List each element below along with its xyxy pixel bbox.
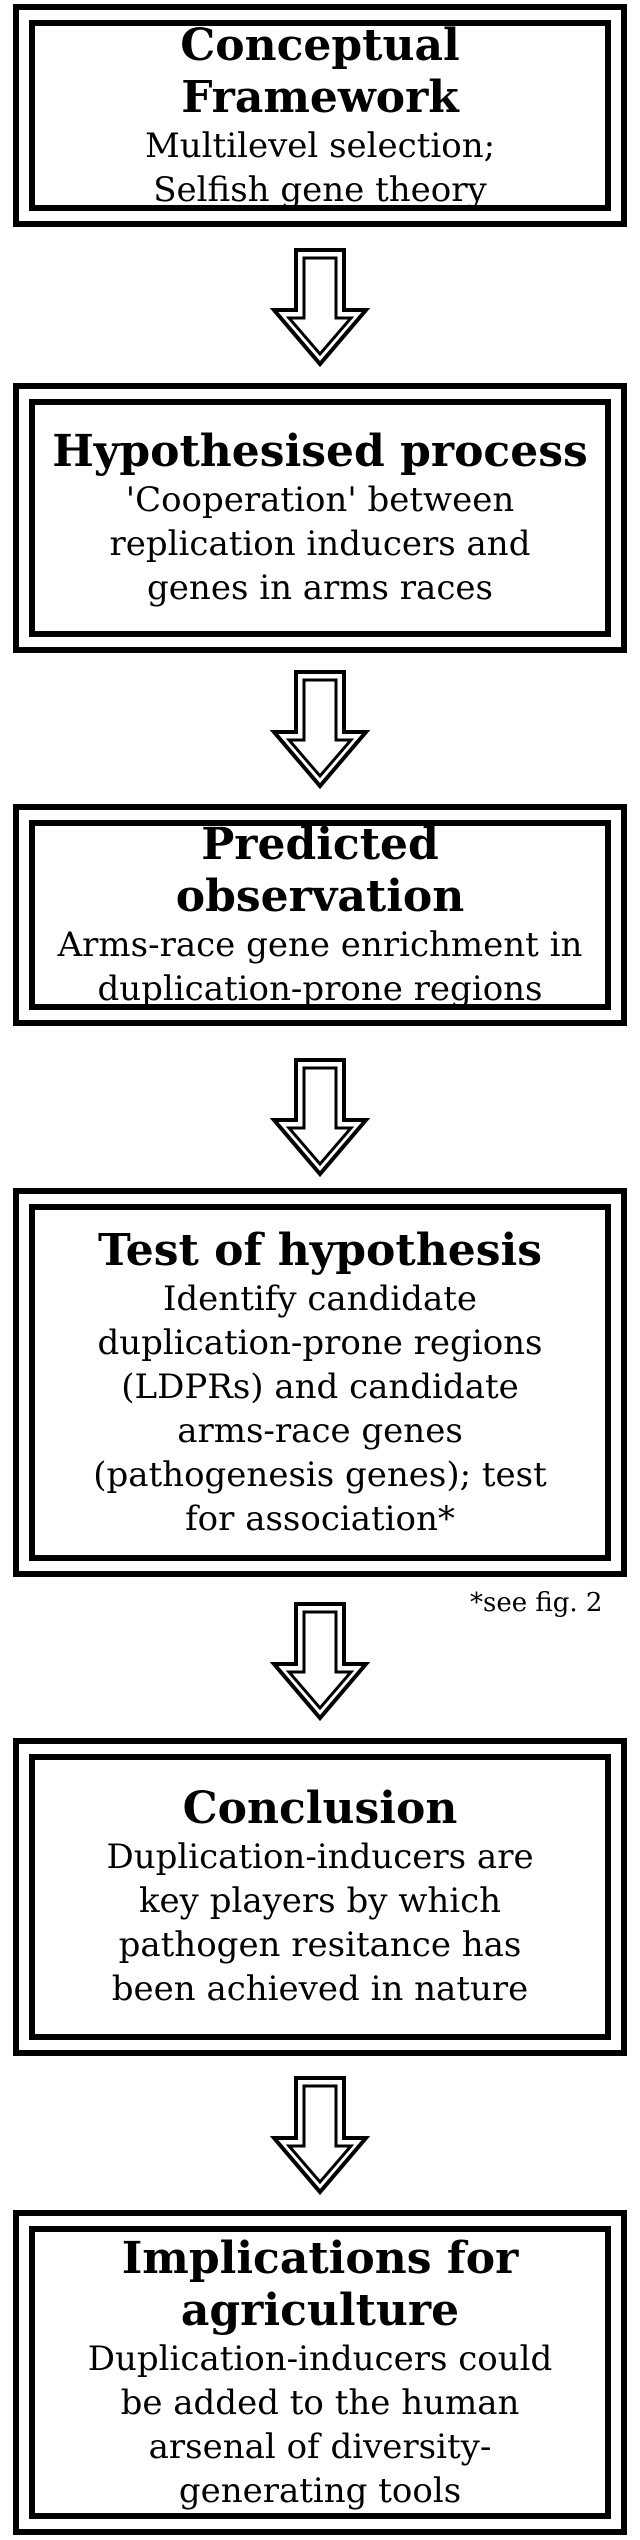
implications-body-line-3: arsenal of diversity- — [148, 2426, 492, 2467]
conclusion-body-line-1: Duplication-inducers are — [106, 1837, 534, 1877]
flow-arrow-4 — [270, 1602, 370, 1722]
test-box — [13, 1188, 627, 1577]
prediction-box-inner — [29, 820, 611, 1010]
framework-title: Conceptual Framework — [180, 19, 460, 123]
hypothesis-body-line-1: 'Cooperation' between — [125, 480, 515, 520]
test-body-line-5: (pathogenesis genes); test — [93, 1454, 547, 1495]
framework-body-line-2: Selfish gene theory — [153, 169, 487, 210]
conclusion-body-line-2: key players by which — [138, 1881, 502, 1921]
implications-body-line-4: generating tools — [178, 2470, 462, 2511]
flow-arrow-1 — [270, 248, 370, 368]
implications-title-line-2: agriculture — [180, 2284, 460, 2336]
framework-box-inner — [29, 20, 611, 211]
test-box-inner — [29, 1204, 611, 1561]
flow-arrow-5 — [270, 2076, 370, 2196]
prediction-box — [13, 804, 627, 1026]
implications-box — [13, 2210, 627, 2535]
framework-body-line-1: Multilevel selection; — [144, 125, 496, 166]
conclusion-box-inner — [29, 1754, 611, 2040]
prediction-body-line-2: duplication-prone regions — [97, 969, 543, 1009]
hypothesis-title: Hypothesised process — [52, 426, 588, 477]
conclusion-box — [13, 1738, 627, 2056]
implications-title-line-1: Implications for — [121, 2232, 519, 2284]
framework-box — [13, 4, 627, 227]
hypothesis-body-line-2: replication inducers and — [109, 524, 531, 564]
prediction-title: Predicted observation — [175, 819, 465, 922]
conclusion-body-line-3: pathogen resitance has — [118, 1925, 522, 1965]
implications-box-inner — [29, 2226, 611, 2519]
hypothesis-body-line-3: genes in arms races — [147, 568, 493, 608]
hypothesis-box — [13, 383, 627, 653]
prediction-body-line-1: Arms-race gene enrichment in — [57, 925, 583, 965]
test-body-line-4: arms-race genes — [177, 1410, 463, 1451]
conclusion-body-line-4: been achieved in nature — [111, 1969, 529, 2009]
test-body-line-3: (LDPRs) and candidate — [121, 1366, 519, 1407]
test-body-line-6: for association* — [185, 1498, 455, 1539]
test-title: Test of hypothesis — [98, 1224, 542, 1276]
conclusion-title: Conclusion — [182, 1783, 458, 1834]
flow-arrow-2 — [270, 670, 370, 790]
footnote: *see fig. 2 — [470, 1588, 603, 1618]
implications-body-line-2: be added to the human — [120, 2382, 520, 2423]
implications-body-line-1: Duplication-inducers could — [87, 2338, 553, 2379]
test-body-line-1: Identify candidate — [162, 1278, 478, 1319]
hypothesis-box-inner — [29, 399, 611, 637]
flow-arrow-3 — [270, 1058, 370, 1178]
test-body-line-2: duplication-prone regions — [97, 1322, 543, 1363]
